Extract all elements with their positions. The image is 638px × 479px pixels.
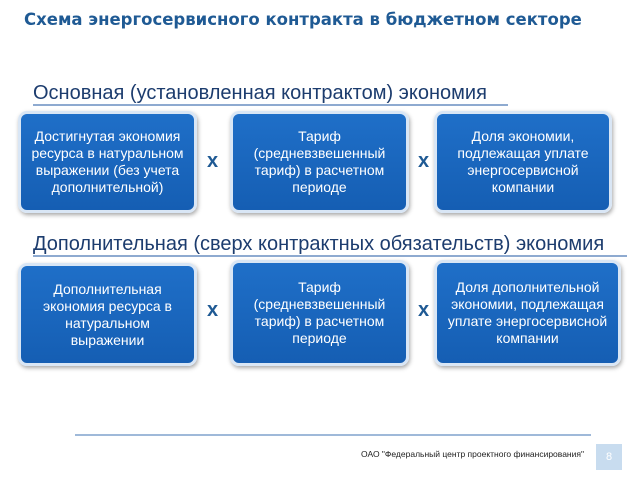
slide-title: Схема энергосервисного контракта в бюджетном секторе <box>24 10 582 29</box>
box-additional-savings-share-text: Доля дополнительной экономии, подлежащая уплате энергосервисной компании <box>447 279 608 346</box>
box-achieved-savings-text: Достигнутая экономия ресурса в натуральном выражении (без учета дополнительной) <box>31 128 184 195</box>
box-tariff-main-text: Тариф (средневзвешенный тариф) в расчетном периоде <box>253 128 386 195</box>
footer-divider <box>75 434 591 436</box>
section-heading-additional-savings: Дополнительная (сверх контрактных обязательств) экономия <box>33 233 605 255</box>
section-divider-additional-savings <box>33 255 627 257</box>
footer-organization: ОАО "Федеральный центр проектного финансирования" <box>361 449 584 459</box>
multiply-operator: x <box>418 299 430 321</box>
box-savings-share <box>434 111 612 213</box>
box-savings-share-text: Доля экономии, подлежащая уплате энергосервисной компании <box>457 128 589 195</box>
multiply-operator: x <box>207 150 219 172</box>
multiply-operator: x <box>418 150 430 172</box>
box-additional-savings-text: Дополнительная экономия ресурса в натуральном выражении <box>43 280 172 348</box>
box-achieved-savings <box>18 111 197 213</box>
box-tariff-additional <box>230 260 409 366</box>
page-number: 8 <box>596 444 622 470</box>
box-additional-savings <box>18 263 197 366</box>
box-tariff-additional-text: Тариф (средневзвешенный тариф) в расчетном периоде <box>253 279 386 346</box>
box-tariff-main <box>230 111 409 213</box>
section-divider-main-savings <box>33 104 508 106</box>
section-heading-main-savings: Основная (установленная контрактом) экономия <box>33 82 487 104</box>
multiply-operator: x <box>207 299 219 321</box>
box-additional-savings-share <box>434 260 621 366</box>
